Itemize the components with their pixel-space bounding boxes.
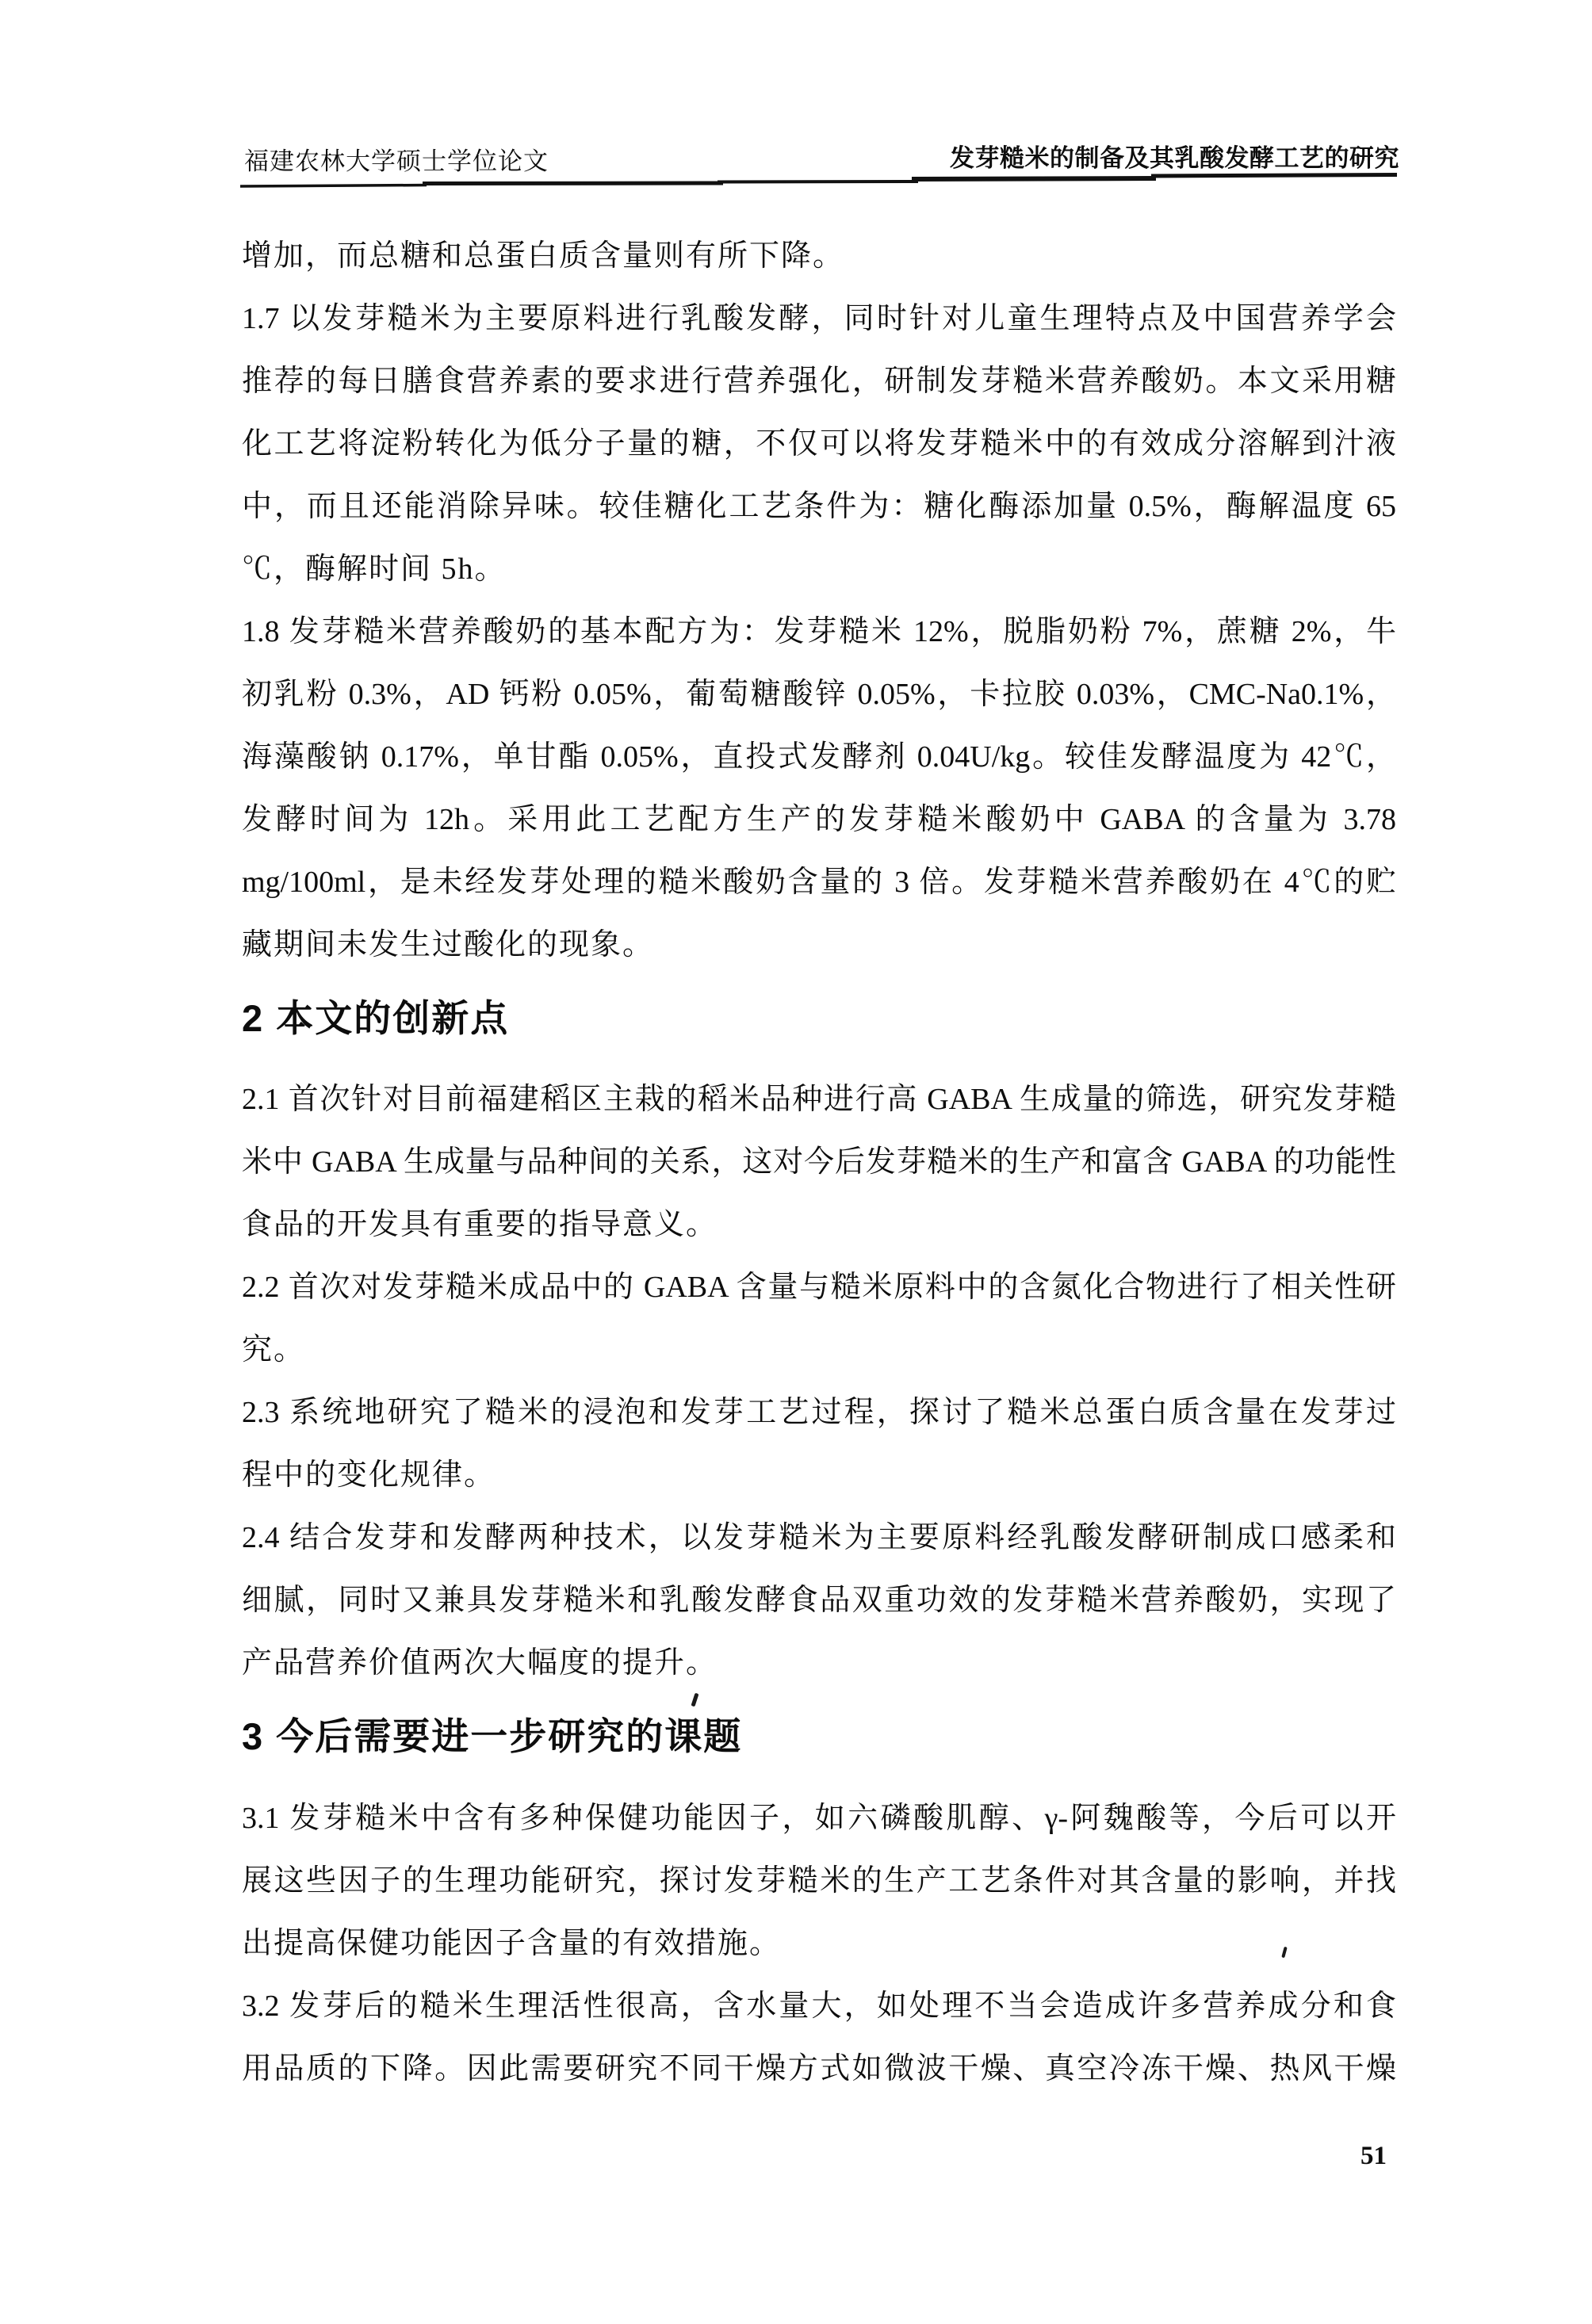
text-line: 出提高保健功能因子含量的有效措施。 bbox=[242, 1927, 782, 1960]
text-line: 藏期间未发生过酸化的现象。 bbox=[242, 928, 655, 961]
text-line: ℃，酶解时间 5h。 bbox=[242, 552, 507, 586]
text-line: 程中的变化规律。 bbox=[242, 1458, 496, 1492]
text-line: 化工艺将淀粉转化为低分子量的糖，不仅可以将发芽糙米中的有效成分溶解到汁液 bbox=[242, 427, 1396, 461]
text-line: 2.4 结合发芽和发酵两种技术，以发芽糙米为主要原料经乳酸发酵研制成口感柔和 bbox=[242, 1521, 1396, 1554]
text-line: 2.1 首次针对目前福建稻区主栽的稻米品种进行高 GABA 生成量的筛选，研究发芽糙 bbox=[242, 1083, 1396, 1116]
text-line: 展这些因子的生理功能研究，探讨发芽糙米的生产工艺条件对其含量的影响，并找 bbox=[242, 1864, 1396, 1898]
text-line: 细腻，同时又兼具发芽糙米和乳酸发酵食品双重功效的发芽糙米营养酸奶，实现了 bbox=[242, 1584, 1396, 1617]
text-line: 初乳粉 0.3%，AD 钙粉 0.05%，葡萄糖酸锌 0.05%，卡拉胶 0.03%，CMC-Na0.1%， bbox=[242, 678, 1396, 711]
text-line: mg/100ml，是未经发芽处理的糙米酸奶含量的 3 倍。发芽糙米营养酸奶在 4℃的贮 bbox=[242, 866, 1396, 899]
text-line: 究。 bbox=[242, 1333, 306, 1366]
text-line: 1.7 以发芽糙米为主要原料进行乳酸发酵，同时针对儿童生理特点及中国营养学会 bbox=[242, 302, 1396, 335]
text-line: 发酵时间为 12h。采用此工艺配方生产的发芽糙米酸奶中 GABA 的含量为 3.78 bbox=[242, 803, 1396, 836]
header-left-title: 福建农林大学硕士学位论文 bbox=[244, 147, 549, 175]
text-line: 产品营养价值两次大幅度的提升。 bbox=[242, 1646, 718, 1680]
text-line: 米中 GABA 生成量与品种间的关系，这对今后发芽糙米的生产和富含 GABA 的功能性 bbox=[242, 1145, 1396, 1179]
text-line: 2.3 系统地研究了糙米的浸泡和发芽工艺过程，探讨了糙米总蛋白质含量在发芽过 bbox=[242, 1396, 1396, 1429]
text-line: 3.2 发芽后的糙米生理活性很高，含水量大，如处理不当会造成许多营养成分和食 bbox=[242, 1990, 1396, 2023]
text-line: 食品的开发具有重要的指导意义。 bbox=[242, 1208, 718, 1241]
text-line: 2.2 首次对发芽糙米成品中的 GABA 含量与糙米原料中的含氮化合物进行了相关性研 bbox=[242, 1271, 1396, 1304]
text-line: 海藻酸钠 0.17%，单甘酯 0.05%，直投式发酵剂 0.04U/kg。较佳发酵温度为 42℃， bbox=[242, 740, 1396, 774]
section-heading-future: 3 今后需要进一步研究的课题 bbox=[242, 1715, 743, 1757]
page-number: 51 bbox=[1360, 2142, 1387, 2170]
text-line: 推荐的每日膳食营养素的要求进行营养强化，研制发芽糙米营养酸奶。本文采用糖 bbox=[242, 365, 1396, 398]
text-line: 中，而且还能消除异味。较佳糖化工艺条件为：糖化酶添加量 0.5%，酶解温度 65 bbox=[242, 490, 1396, 523]
text-line: 1.8 发芽糙米营养酸奶的基本配方为：发芽糙米 12%，脱脂奶粉 7%，蔗糖 2%，牛 bbox=[242, 615, 1396, 648]
section-heading-innovations: 2 本文的创新点 bbox=[242, 997, 510, 1039]
text-line: 用品质的下降。因此需要研究不同干燥方式如微波干燥、真空冷冻干燥、热风干燥 bbox=[242, 2052, 1396, 2085]
text-line: 增加，而总糖和总蛋白质含量则有所下降。 bbox=[242, 239, 845, 273]
header-right-title: 发芽糙米的制备及其乳酸发酵工艺的研究 bbox=[950, 144, 1399, 172]
header-rule bbox=[0, 0, 1592, 238]
text-line: 3.1 发芽糙米中含有多种保健功能因子，如六磷酸肌醇、γ-阿魏酸等，今后可以开 bbox=[242, 1802, 1396, 1835]
